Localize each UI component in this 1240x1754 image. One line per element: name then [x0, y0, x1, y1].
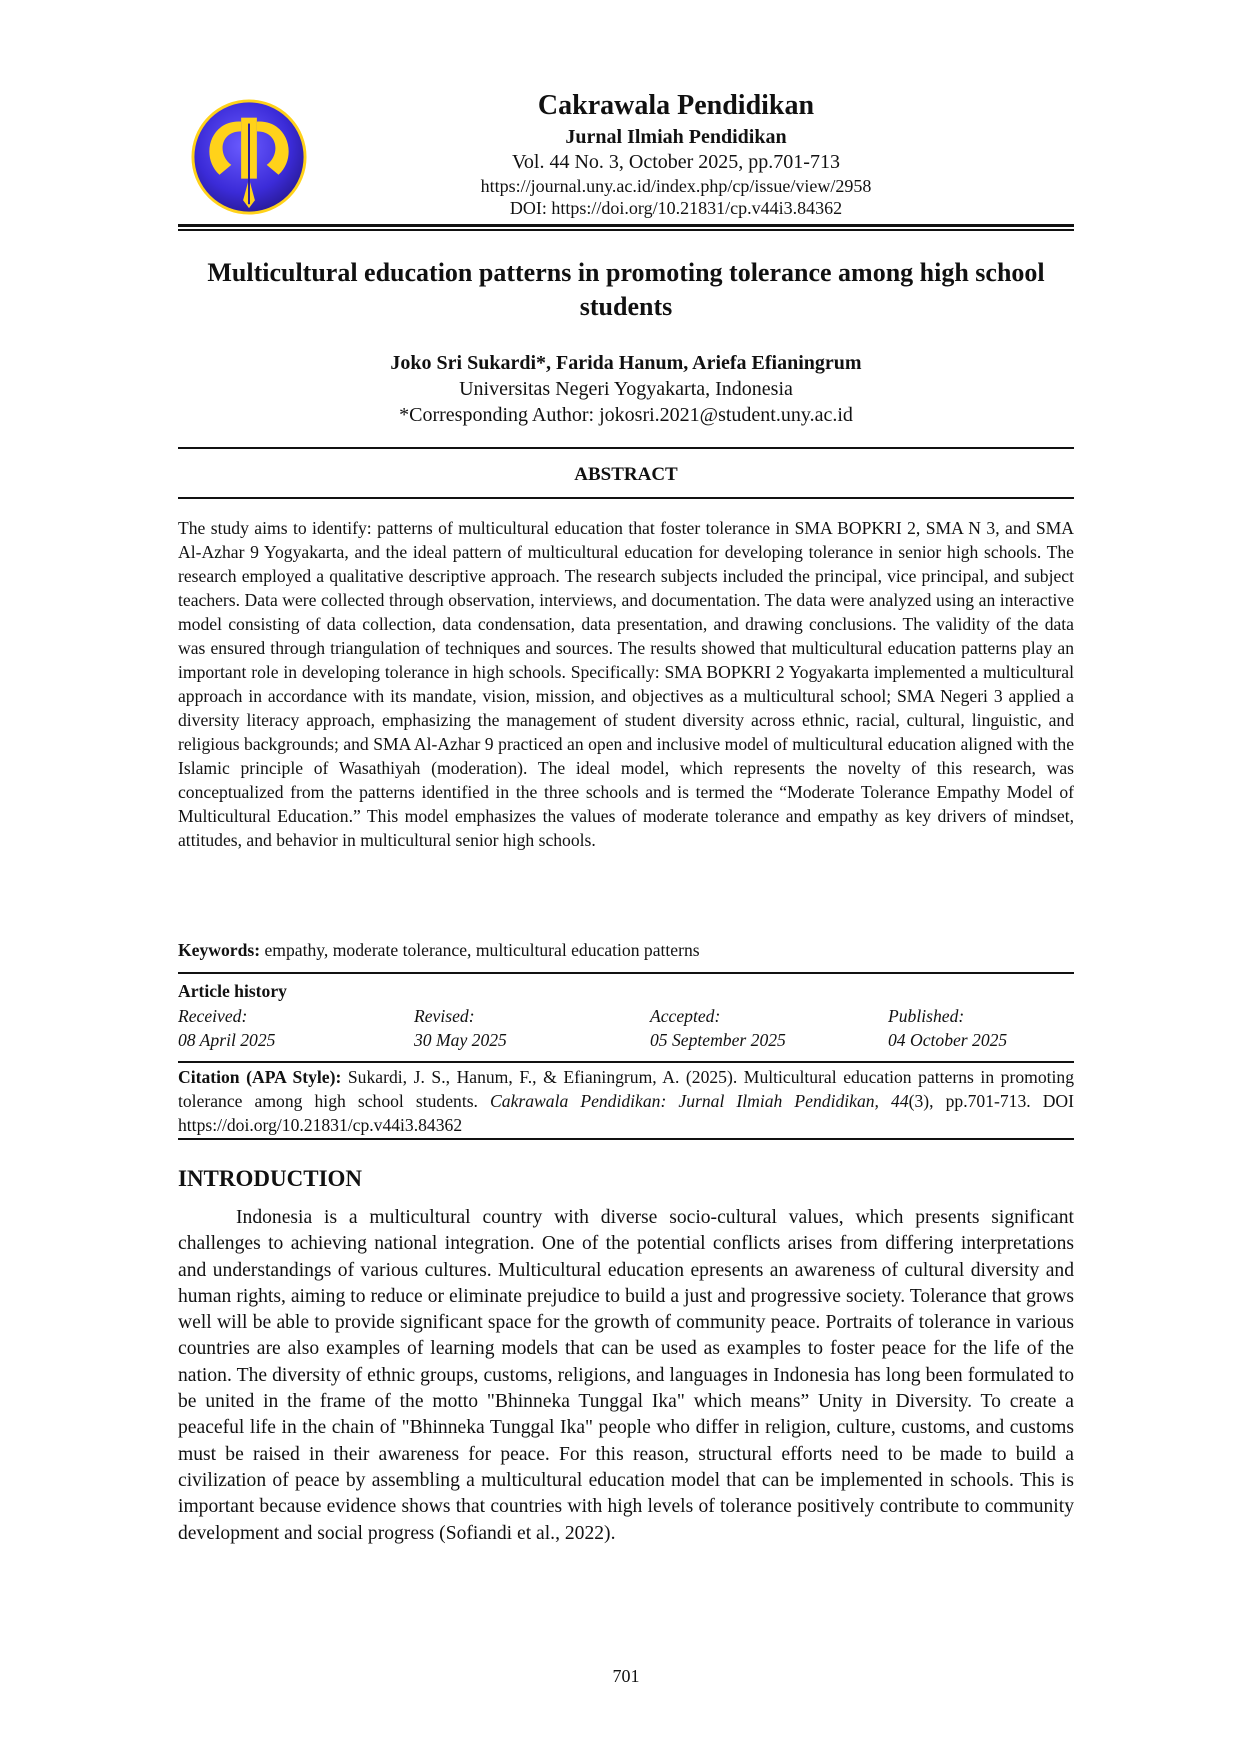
history-revised-label: Revised:: [414, 1006, 475, 1026]
abstract-text: The study aims to identify: patterns of multicultural education that foster tolerance in SMA BOPKRI 2, SMA N 3, and SMA Al-Azhar 9 Yogyakarta, and the ideal pattern of multicultural education for developing tolerance in senior high schools. The research employed a qualitative descriptive approach. The research subjects included the principal, vice principal, and subject teachers. Data were collected through observation, interviews, and documentation. The data were analyzed using an interactive model consisting of data collection, data condensation, data presentation, and drawing conclusions. The validity of the data was ensured through triangulation of techniques and sources. The results showed that multicultural education patterns play an important role in developing tolerance in high schools. Specifically: SMA BOPKRI 2 Yogyakarta implemented a multicultural approach in accordance with its mandate, vision, mission, and objectives as a multicultural school; SMA Negeri 3 applied a diversity literacy approach, emphasizing the management of student diversity across ethnic, racial, cultural, linguistic, and religious backgrounds; and SMA Al-Azhar 9 practiced an open and inclusive model of multicultural education aligned with the Islamic principle of Wasathiyah (moderation). The ideal model, which represents the novelty of this research, was conceptualized from the patterns identified in the three schools and is termed the “Moderate Tolerance Empathy Model of Multicultural Education.” This model emphasizes the values of moderate tolerance and empathy as key drivers of mindset, attitudes, and behavior in multicultural senior high schools.: [178, 518, 1074, 850]
keywords-label: Keywords:: [178, 940, 261, 960]
corresponding-author: *Corresponding Author: jokosri.2021@student.uny.ac.id: [399, 404, 853, 426]
citation-rule-top: [178, 1061, 1074, 1063]
history-rule-top: [178, 972, 1074, 974]
article-affiliation: Universitas Negeri Yogyakarta, Indonesia: [459, 378, 793, 400]
citation-rule-bottom: [178, 1138, 1074, 1140]
history-received: [178, 1004, 275, 1052]
article-history-label: Article history: [178, 981, 287, 1001]
introduction-text: Indonesia is a multicultural country with diverse socio-cultural values, which presents significant challenges to achieving national integration. One of the potential conflicts arises from differing interpretations and understandings of various cultures. Multicultural education epresents an awareness of cultural diversity and human rights, aiming to reduce or eliminate prejudice to build a just and progressive society. Tolerance that grows well will be able to provide significant space for the growth of community peace. Portraits of tolerance in various countries are also examples of learning models that can be used as examples to foster peace for the life of the nation. The diversity of ethnic groups, customs, religions, and languages in Indonesia has long been formulated to be united in the frame of the motto "Bhinneka Tunggal Ika" which means” Unity in Diversity. To create a peaceful life in the chain of "Bhinneka Tunggal Ika" people who differ in religion, culture, customs, and customs must be raised in their awareness for peace. For this reason, structural efforts need to be made to build a civilization of peace by assembling a multicultural education model that can be implemented in schools. This is important because evidence shows that countries with high levels of tolerance positively contribute to community development and social progress (Sofiandi et al., 2022).: [178, 1207, 1074, 1544]
history-published-label: Published:: [888, 1006, 965, 1026]
journal-volume: Vol. 44 No. 3, October 2025, pp.701-713: [512, 151, 840, 173]
citation-text: Sukardi, J. S., Hanum, F., & Efianingrum, A. (2025). Multicultural education patterns in promoting tolerance among high school students.: [178, 1067, 1074, 1111]
journal-name: Cakrawala Pendidikan: [537, 90, 815, 121]
header-rule-top: [178, 224, 1074, 227]
history-received-label: Received:: [178, 1006, 248, 1026]
article-title: Multicultural education patterns in promoting tolerance among high school students: [207, 258, 1045, 321]
paper-page: [178, 0, 1074, 1754]
abstract-rule-top: [178, 447, 1074, 449]
history-published-date: 04 October 2025: [888, 1030, 1008, 1050]
journal-header: [178, 88, 1074, 219]
page-number: 701: [612, 1666, 640, 1686]
history-accepted: [650, 1004, 786, 1052]
introduction-heading: INTRODUCTION: [178, 1166, 363, 1191]
keywords: [178, 938, 1074, 962]
history-accepted-label: Accepted:: [650, 1006, 721, 1026]
history-revised: [414, 1004, 507, 1052]
abstract-heading: ABSTRACT: [574, 464, 678, 485]
history-received-date: 08 April 2025: [178, 1030, 276, 1050]
journal-subtitle: Jurnal Ilmiah Pendidikan: [565, 126, 787, 148]
article-authors: Joko Sri Sukardi*, Farida Hanum, Ariefa Efianingrum: [390, 352, 862, 374]
journal-issue-url: https://journal.uny.ac.id/index.php/cp/issue/view/2958: [480, 176, 872, 196]
citation-label: Citation (APA Style):: [178, 1067, 342, 1087]
history-revised-date: 30 May 2025: [414, 1030, 507, 1050]
header-rule-bottom: [178, 229, 1074, 231]
citation-journal: Cakrawala Pendidikan: Jurnal Ilmiah Pendidikan, 44: [490, 1091, 909, 1111]
citation: [178, 1065, 1074, 1137]
history-accepted-date: 05 September 2025: [650, 1030, 786, 1050]
abstract-rule-bottom: [178, 497, 1074, 499]
history-published: [888, 1004, 1007, 1052]
citation-pages: (3), pp.701-713. DOI https://doi.org/10.21831/cp.v44i3.84362: [178, 1091, 1075, 1135]
keywords-text: empathy, moderate tolerance, multicultural education patterns: [260, 940, 700, 960]
journal-doi: DOI: https://doi.org/10.21831/cp.v44i3.84362: [509, 198, 843, 218]
